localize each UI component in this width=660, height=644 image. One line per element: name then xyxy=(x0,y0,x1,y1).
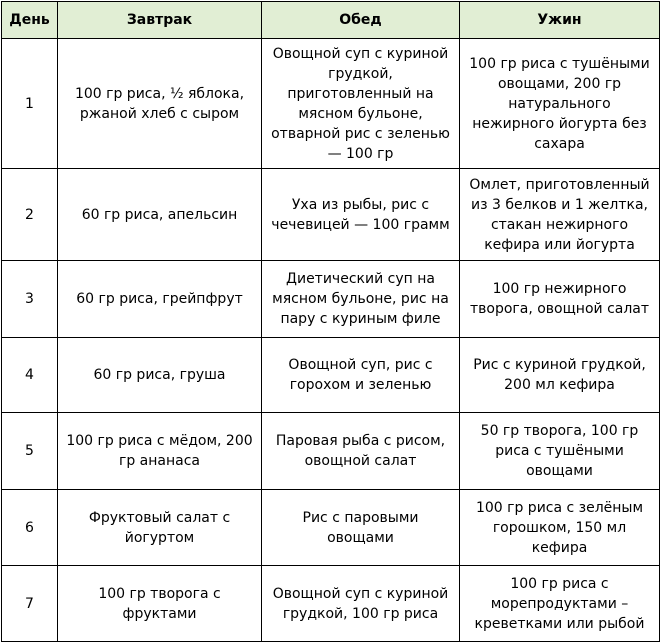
breakfast-cell: 100 гр риса, ½ яблока, ржаной хлеб с сыром xyxy=(58,39,262,169)
dinner-cell: 50 гр творога, 100 гр риса с тушёными овощами xyxy=(460,413,660,490)
dinner-cell: Рис с куриной грудкой, 200 мл кефира xyxy=(460,338,660,413)
day-number: 1 xyxy=(2,39,58,169)
dinner-cell: Омлет, приготовленный из 3 белков и 1 желтка, стакан нежирного кефира или йогурта xyxy=(460,169,660,261)
day-number: 6 xyxy=(2,490,58,566)
lunch-cell: Овощной суп с куриной грудкой, 100 гр риса xyxy=(262,566,460,642)
dinner-cell: 100 гр риса с морепродуктами – креветками или рыбой xyxy=(460,566,660,642)
breakfast-cell: 60 гр риса, апельсин xyxy=(58,169,262,261)
day-number: 2 xyxy=(2,169,58,261)
day-number: 3 xyxy=(2,261,58,338)
lunch-cell: Диетический суп на мясном бульоне, рис на пару с куриным филе xyxy=(262,261,460,338)
table-row xyxy=(2,338,660,413)
dinner-cell: 100 гр риса с зелёным горошком, 150 мл кефира xyxy=(460,490,660,566)
breakfast-cell: 100 гр творога с фруктами xyxy=(58,566,262,642)
breakfast-cell: 60 гр риса, грейпфрут xyxy=(58,261,262,338)
table-row xyxy=(2,413,660,490)
lunch-cell: Уха из рыбы, рис с чечевицей — 100 грамм xyxy=(262,169,460,261)
day-number: 4 xyxy=(2,338,58,413)
breakfast-cell: 100 гр риса с мёдом, 200 гр ананаса xyxy=(58,413,262,490)
day-number: 7 xyxy=(2,566,58,642)
column-header-breakfast: Завтрак xyxy=(58,2,262,39)
lunch-cell: Овощной суп, рис с горохом и зеленью xyxy=(262,338,460,413)
column-header-day: День xyxy=(2,2,58,39)
table-header-row xyxy=(2,2,660,39)
dinner-cell: 100 гр риса с тушёными овощами, 200 гр натурального нежирного йогурта без сахара xyxy=(460,39,660,169)
breakfast-cell: Фруктовый салат с йогуртом xyxy=(58,490,262,566)
day-number: 5 xyxy=(2,413,58,490)
breakfast-cell: 60 гр риса, груша xyxy=(58,338,262,413)
lunch-cell: Рис с паровыми овощами xyxy=(262,490,460,566)
table-row xyxy=(2,169,660,261)
table-row xyxy=(2,566,660,642)
dinner-cell: 100 гр нежирного творога, овощной салат xyxy=(460,261,660,338)
lunch-cell: Паровая рыба с рисом, овощной салат xyxy=(262,413,460,490)
table-row xyxy=(2,39,660,169)
table-row xyxy=(2,490,660,566)
diet-table xyxy=(1,1,660,642)
column-header-dinner: Ужин xyxy=(460,2,660,39)
table-row xyxy=(2,261,660,338)
column-header-lunch: Обед xyxy=(262,2,460,39)
lunch-cell: Овощной суп с куриной грудкой, приготовленный на мясном бульоне, отварной рис с зеленью — 100 гр xyxy=(262,39,460,169)
